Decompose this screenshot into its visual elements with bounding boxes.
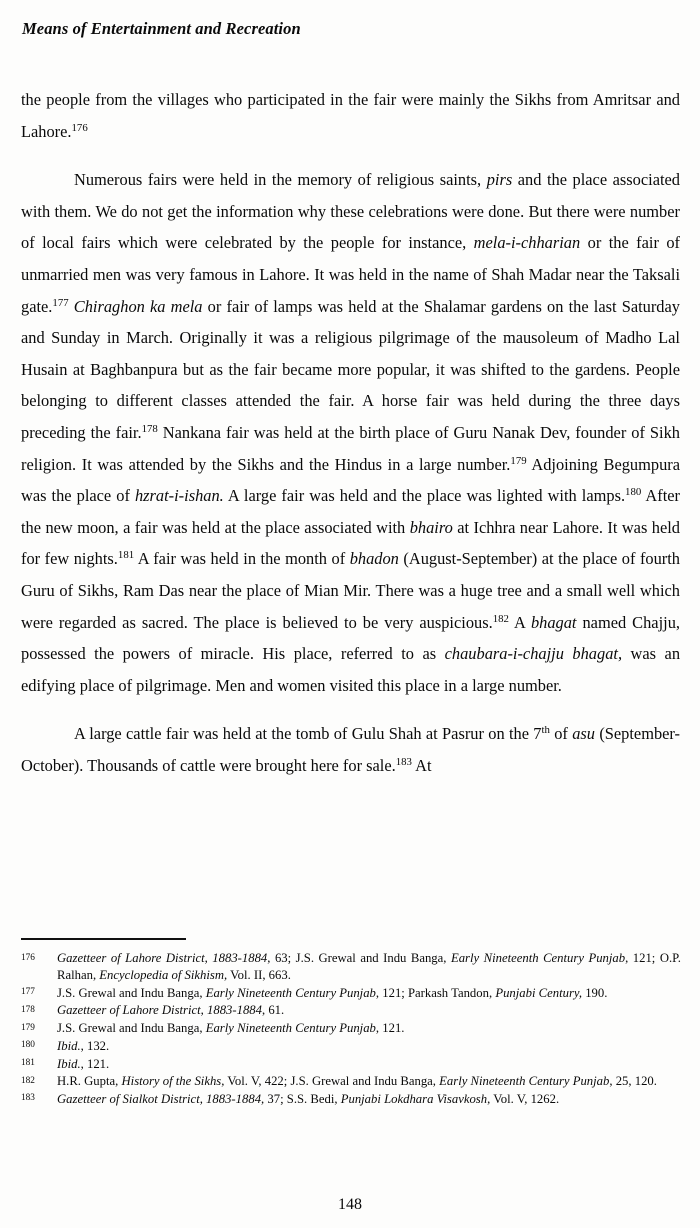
text-run: Adjoining Begumpura was the place of [21, 454, 680, 506]
italic-term: Punjabi Lokdhara Visavkosh [340, 1091, 488, 1106]
footnote-entry [21, 1002, 681, 1019]
footnote-number: 181 [21, 1058, 35, 1069]
text-run: named Chajju, possessed the powers of miracle. His place, referred to as [21, 612, 680, 664]
italic-term: hzrat-i-ishan. [134, 486, 224, 506]
text-run: A [508, 612, 531, 632]
text-run: , 63; J.S. Grewal and Indu Banga, [267, 951, 451, 965]
body-text-area [21, 84, 680, 781]
footnote-number: 180 [21, 1040, 35, 1051]
text-run: , 25, 120. [609, 1074, 657, 1089]
italic-term: Early Nineteenth Century Punjab [205, 1021, 376, 1036]
text-run: (September-October). Thousands of cattle were brought here for sale. [21, 724, 680, 775]
footnote-reference-marker: 176 [71, 121, 88, 134]
footnote-number: 182 [21, 1075, 35, 1086]
italic-term: bhagat [530, 612, 577, 632]
text-run: , 121. [375, 1021, 405, 1036]
text-run: was an edifying place of pilgrimage. Men and women visited this place in a large number. [21, 644, 681, 695]
text-run: A large cattle fair was held at the tomb of Gulu Shah at Pasrur on the 7 [74, 724, 542, 744]
italic-term: mela-i-chharian [473, 233, 581, 253]
footnote-number: 178 [21, 1004, 35, 1015]
footnote-text [57, 985, 681, 1002]
text-run: At [411, 755, 432, 775]
footnote-reference-marker: 178 [141, 422, 158, 435]
text-run: After the new moon, a fair was held at the place associated with [21, 486, 680, 537]
footnote-area [21, 950, 681, 1109]
italic-term: Early Nineteenth Century Punjab [439, 1074, 610, 1089]
italic-term: bhairo [409, 517, 453, 537]
running-head: Means of Entertainment and Recreation [22, 19, 301, 38]
text-run: A fair was held in the month of [134, 549, 350, 569]
text-run: Vol. V, 422; J.S. Grewal and Indu Banga, [224, 1074, 440, 1089]
italic-term: Ibid. [57, 1038, 81, 1053]
text-run: (August-September) at the place of fourth Guru of Sikhs, Ram Das near the place of Mian Mir. There was a huge tree and a small well which were regarded as sacred. The place is believed to be very auspicious. [21, 549, 681, 632]
footnote-entry [21, 1073, 681, 1090]
footnote-reference-marker: 183 [395, 755, 412, 768]
footnote-text [57, 950, 681, 984]
footnote-text [57, 1002, 681, 1019]
text-run: at Ichhra near Lahore. It was held for few nights. [21, 517, 680, 569]
italic-term: Encyclopedia of Sikhism, [99, 968, 228, 983]
text-run: J.S. Grewal and Indu Banga, [57, 985, 206, 1000]
italic-term: Ibid. [57, 1056, 81, 1071]
footnote-text [57, 1056, 681, 1073]
footnote-number: 179 [21, 1022, 35, 1033]
para-continued [21, 84, 680, 147]
footnote-text [57, 1038, 681, 1055]
text-run: A large fair was held and the place was lighted with lamps. [223, 486, 626, 506]
italic-term: Early Nineteenth Century Punjab [450, 951, 626, 965]
footnote-reference-marker: th [541, 724, 550, 737]
text-run: 190. [582, 985, 608, 1000]
text-run: , 121; O.P. Ralhan, [57, 951, 681, 983]
page-number: 148 [338, 1196, 362, 1213]
italic-term: Chiraghon ka mela [73, 296, 203, 316]
italic-term: History of the Sikhs, [121, 1074, 225, 1089]
text-run: , 132. [80, 1038, 110, 1053]
footnote-reference-marker: 180 [625, 486, 642, 499]
italic-term: Punjabi Century, [495, 985, 583, 1000]
footnote-number: 177 [21, 987, 35, 998]
text-run: 37; S.S. Bedi, [264, 1091, 341, 1106]
footnote-entry [21, 1020, 681, 1037]
text-run: , 121. [80, 1056, 110, 1071]
italic-term: bhadon [349, 549, 399, 569]
para-fairs-saints [21, 164, 680, 701]
text-run: Nankana fair was held at the birth place of Guru Nanak Dev, founder of Sikh religion. It was attended by the Sikhs and the Hindus in a large number. [21, 422, 680, 474]
text-run: Vol. II, 663. [227, 968, 291, 983]
footnote-text [57, 1073, 681, 1090]
italic-term: chaubara-i-chajju bhagat, [444, 644, 623, 664]
italic-term: pirs [486, 170, 513, 190]
italic-term: Gazetteer of Lahore District, 1883-1884 [57, 951, 268, 965]
text-run: Numerous fairs were held in the memory of religious saints, [74, 170, 487, 190]
para-cattle-fair [21, 718, 680, 781]
italic-term: Gazetteer of Lahore District, 1883-1884 [57, 1003, 262, 1018]
footnote-entry [21, 1091, 681, 1108]
footnote-entry [21, 1056, 681, 1073]
footnote-reference-marker: 182 [492, 612, 509, 625]
footnote-separator-rule [21, 938, 186, 940]
italic-term: Early Nineteenth Century Punjab [205, 985, 376, 1000]
footnote-text [57, 1020, 681, 1037]
text-run: or the fair of unmarried men was very famous in Lahore. It was held in the name of Shah Madar near the Taksali gate. [21, 233, 681, 316]
text-run: J.S. Grewal and Indu Banga, [57, 1021, 206, 1036]
text-run: the people from the villages who participated in the fair were mainly the Sikhs from Amritsar and Lahore. [21, 90, 680, 141]
footnote-entry [21, 985, 681, 1002]
footnote-text [57, 1091, 681, 1108]
footnote-number: 183 [21, 1093, 35, 1104]
footnote-number: 176 [21, 952, 35, 963]
italic-term: asu [572, 724, 595, 744]
text-run: or fair of lamps was held at the Shalamar gardens on the last Saturday and Sunday in March. Originally it was a religious pilgrimage of the mausoleum of Madho Lal Husain at Baghbanpura but as the fair became more popular, it was shifted to the gardens. People belonging to different classes attended the fair. A horse fair was held during the three days preceding the fair. [21, 296, 680, 442]
footnote-entry [21, 1038, 681, 1055]
footnote-reference-marker: 181 [117, 549, 135, 562]
footnote-reference-marker: 179 [510, 454, 527, 467]
text-run: and the place associated with them. We do not get the information why these celebrations were done. But there were number of local fairs which were celebrated by the people for instance, [21, 170, 680, 253]
text-run: , Vol. V, 1262. [487, 1091, 560, 1106]
text-run: , 61. [261, 1003, 285, 1018]
text-run: of [549, 724, 573, 744]
italic-term: Gazetteer of Sialkot District, 1883-1884, [57, 1091, 265, 1106]
footnote-entry [21, 950, 681, 984]
text-run: H.R. Gupta, [57, 1074, 122, 1089]
text-run: , 121; Parkash Tandon, [375, 985, 496, 1000]
footnote-reference-marker: 177 [52, 296, 69, 309]
